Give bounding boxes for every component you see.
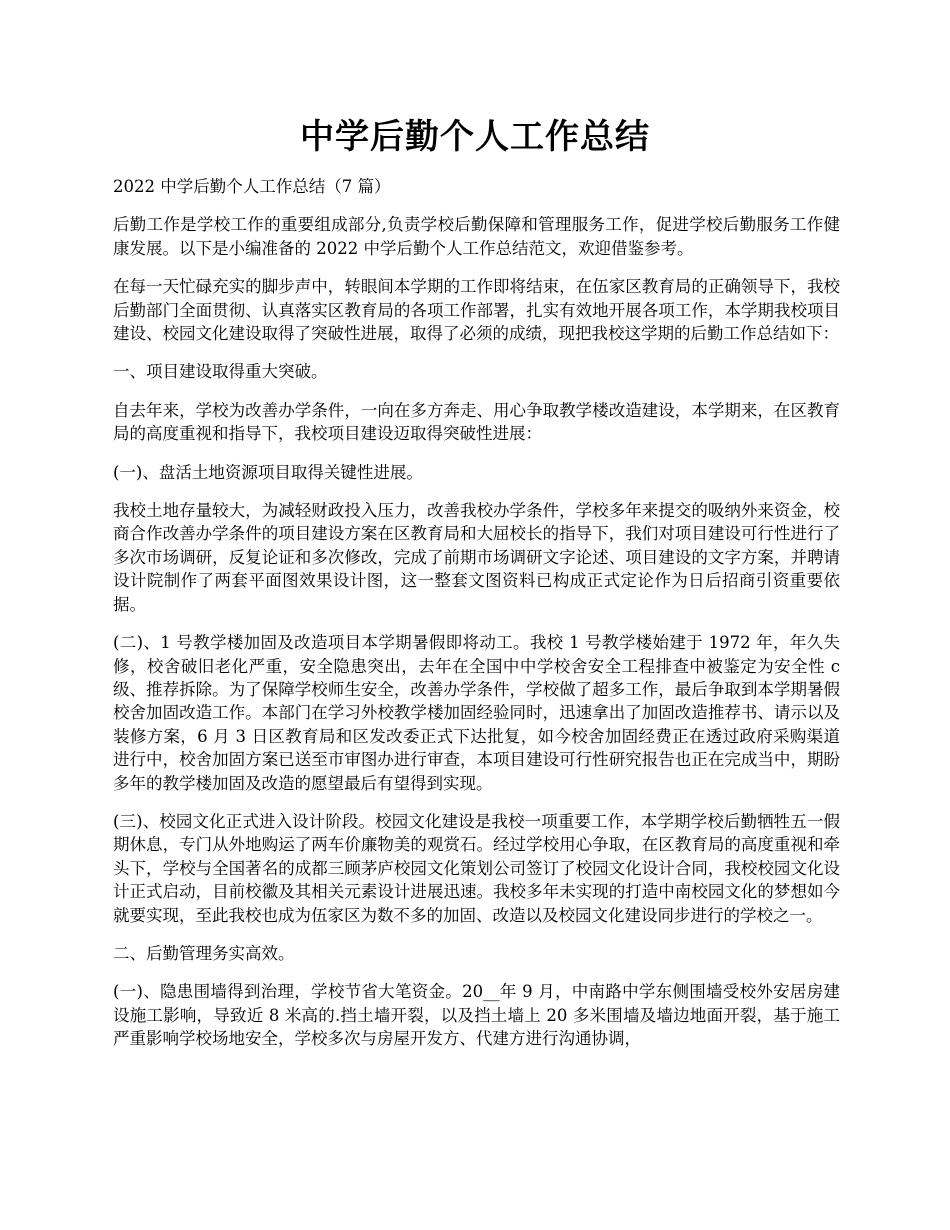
body-paragraph: (三)、校园文化正式进入设计阶段。校园文化建设是我校一项重要工作，本学期学校后勤牺牲五一假期休息，专门从外地购运了两车价廉物美的观赏石。经过学校用心争取，在区教育局的高度重视和牵头下，学校与全国著名的成都三顾茅庐校园文化策划公司签订了校园文化设计合同，我校校园文化设计正式启动，目前校徽及其相关元素设计进展迅速。我校多年未实现的打造中南校园文化的梦想如今就要实现，至此我校也成为伍家区为数不多的加固、改造以及校园文化建设同步进行的学校之一。 xyxy=(113,811,840,925)
section-heading: 一、项目建设取得重大突破。 xyxy=(113,362,328,382)
body-paragraph: 我校土地存量较大，为减轻财政投入压力，改善我校办学条件，学校多年来提交的吸纳外来资金，校商合作改善办学条件的项目建设方案在区教育局和大屈校长的指导下，我们对项目建设可行性进行了多次市场调研，反复论证和多次修改，完成了前期市场调研文字论述、项目建设的文字方案，并聘请设计院制作了两套平面图效果设计图，这一整套文图资料已构成正式定论作为日后招商引资重要依据。 xyxy=(113,501,840,614)
body-paragraph: (一)、隐患围墙得到治理，学校节省大笔资金。20__年 9 月，中南路中学东侧围墙受校外安居房建设施工影响，导致近 8 米高的.挡土墙开裂，以及挡土墙上 20 多米围墙及墙边地面开裂，基于施工严重影响学校场地安全，学校多次与房屋开发方、代建方进行沟通协调， xyxy=(113,982,840,1049)
body-paragraph: (二)、1 号教学楼加固及改造项目本学期暑假即将动工。我校 1 号教学楼始建于 1972 年，年久失修，校舍破旧老化严重，安全隐患突出，去年在全国中中学校舍安全工程排查中被鉴定为安全性 c 级、推荐拆除。为了保障学校师生安全，改善办学条件，学校做了超多工作，最后争取到本学期暑假校舍加固改造工作。本部门在学习外校教学楼加固经验同时，迅速拿出了加固改造推荐书、请示以及装修方案，6 月 3 日区教育局和区发改委正式下达批复，如今校舍加固经费正在透过政府采购渠道进行中，校舍加固方案已送至市审图办进行审查，本项目建设可行性研究报告也正在完成当中，期盼多年的教学楼加固及改造的愿望最后有望得到实现。 xyxy=(113,633,840,793)
body-paragraph: 在每一天忙碌充实的脚步声中，转眼间本学期的工作即将结束，在伍家区教育局的正确领导下，我校后勤部门全面贯彻、认真落实区教育局的各项工作部署，扎实有效地开展各项工作，本学期我校项目建设、校园文化建设取得了突破性进展，取得了必须的成绩，现把我校这学期的后勤工作总结如下： xyxy=(113,277,840,344)
intro-paragraph: 后勤工作是学校工作的重要组成部分,负责学校后勤保障和管理服务工作，促进学校后勤服务工作健康发展。以下是小编准备的 2022 中学后勤个人工作总结范文，欢迎借鉴参考。 xyxy=(113,215,840,258)
subtitle-line: 2022 中学后勤个人工作总结（7 篇） xyxy=(113,177,391,196)
document-title: 中学后勤个人工作总结 xyxy=(300,117,650,157)
section-heading: 二、后勤管理务实高效。 xyxy=(113,943,295,963)
document-body xyxy=(113,175,840,1051)
body-paragraph: 自去年来，学校为改善办学条件，一向在多方奔走、用心争取教学楼改造建设，本学期来，在区教育局的高度重视和指导下，我校项目建设迈取得突破性进展： xyxy=(113,400,840,444)
subsection-heading: (一)、盘活土地资源项目取得关键性进展。 xyxy=(113,462,423,482)
